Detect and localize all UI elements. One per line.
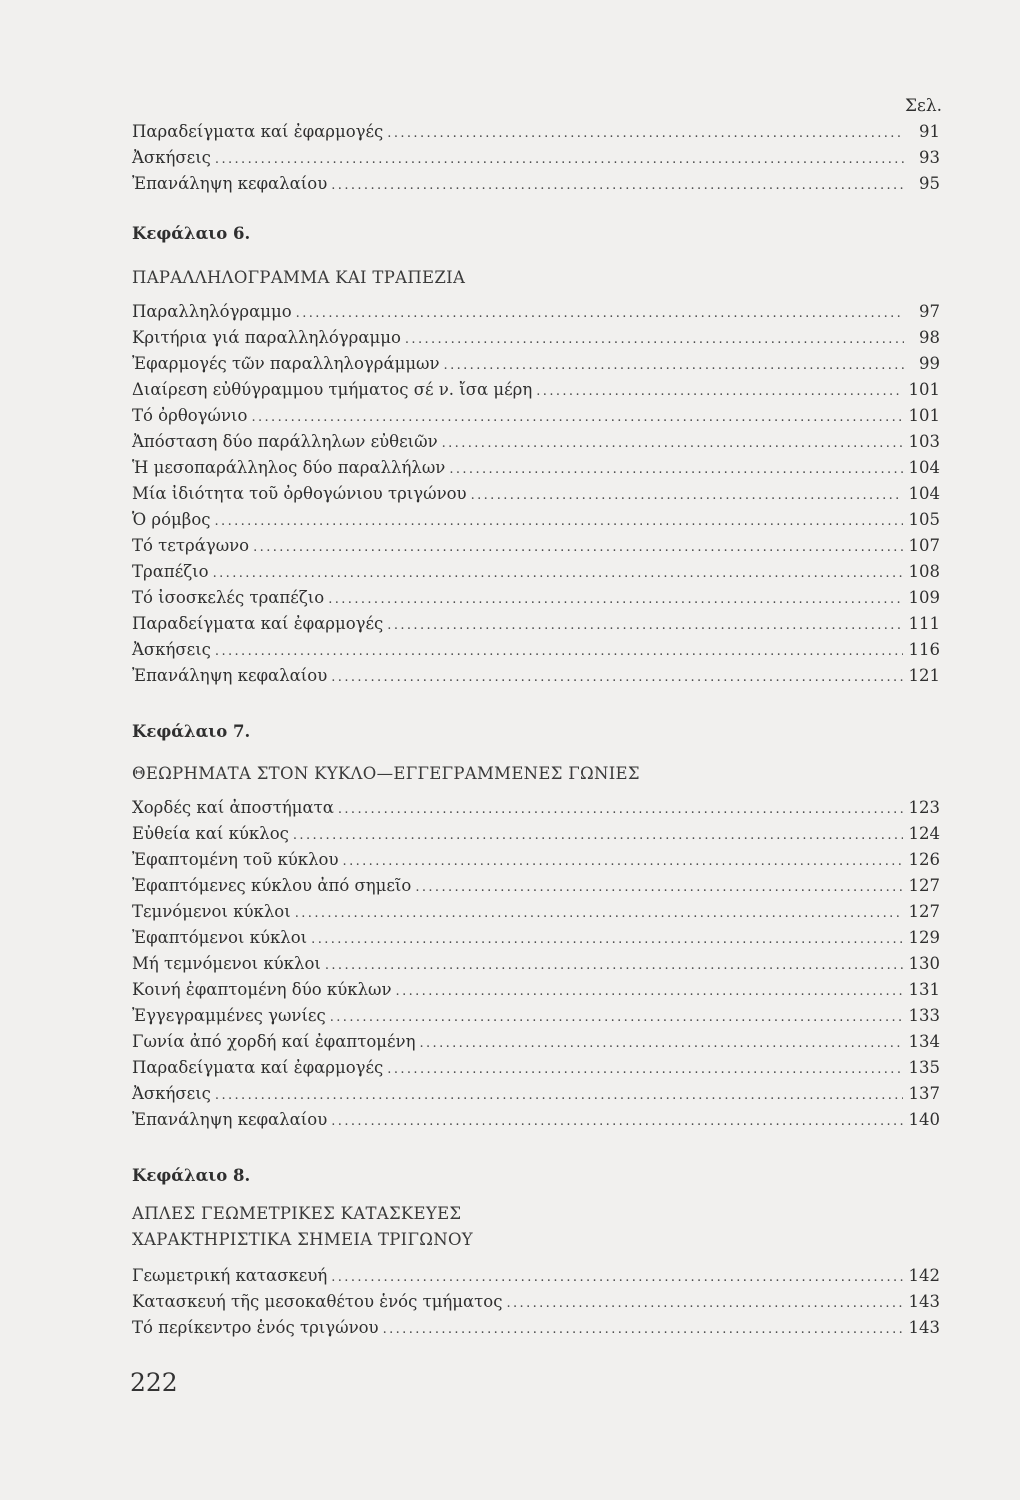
- toc-entry-page: 123: [908, 798, 940, 817]
- leader-dots: [343, 854, 903, 869]
- toc-entry-title: Γωνία ἀπό χορδή καί ἐφαπτομένη: [132, 1032, 416, 1051]
- toc-entry-page: 99: [919, 354, 940, 373]
- leader-dots: [215, 152, 904, 167]
- toc-entry: [132, 328, 940, 354]
- leader-dots: [253, 540, 902, 555]
- toc-entry-title: Ἀσκήσεις: [132, 148, 211, 167]
- toc-entry-page: 135: [908, 1058, 940, 1077]
- toc-entry: [132, 510, 940, 536]
- leader-dots: [415, 880, 902, 895]
- leader-dots: [396, 984, 903, 999]
- toc-entry-page: 131: [908, 980, 940, 999]
- toc-entry: [132, 458, 940, 484]
- chapter-8-title-line1: ΑΠΛΕΣ ΓΕΩΜΕΤΡΙΚΕΣ ΚΑΤΑΣΚΕΥΕΣ: [132, 1204, 462, 1223]
- page-column-header: Σελ.: [905, 96, 943, 116]
- leader-dots: [331, 1270, 902, 1285]
- toc-entry: [132, 1084, 940, 1110]
- toc-entry: [132, 876, 940, 902]
- toc-entry: [132, 1266, 940, 1292]
- toc-entry: [132, 640, 940, 666]
- toc-entry: [132, 798, 940, 824]
- toc-entry: [132, 1032, 940, 1058]
- toc-entry-title: Εὐθεία καί κύκλος: [132, 824, 289, 843]
- toc-entry: [132, 902, 940, 928]
- page-number: 222: [130, 1368, 178, 1397]
- toc-entry-title: Παραδείγματα καί ἐφαρμογές: [132, 122, 384, 141]
- toc-entry-page: 129: [908, 928, 940, 947]
- toc-entry: [132, 1058, 940, 1084]
- toc-entry-page: 91: [919, 122, 940, 141]
- leader-dots: [251, 410, 902, 425]
- toc-entry-page: 126: [908, 850, 940, 869]
- leader-dots: [311, 932, 902, 947]
- toc-entry-title: Χορδές καί ἀποστήματα: [132, 798, 334, 817]
- toc-entry: [132, 850, 940, 876]
- leader-dots: [296, 306, 904, 321]
- toc-entry-title: Ἐπανάληψη κεφαλαίου: [132, 1110, 328, 1129]
- toc-entry-title: Τό ἰσοσκελές τραπέζιο: [132, 588, 325, 607]
- toc-entry-page: 109: [908, 588, 940, 607]
- leader-dots: [215, 514, 903, 529]
- leader-dots: [444, 358, 904, 373]
- leader-dots: [213, 566, 903, 581]
- leader-dots: [215, 1088, 903, 1103]
- toc-entry: [132, 174, 940, 200]
- toc-entry: [132, 1292, 940, 1318]
- toc-entry: [132, 980, 940, 1006]
- toc-entry: [132, 432, 940, 458]
- toc-entry-title: Παραλληλόγραμμο: [132, 302, 292, 321]
- toc-entry: [132, 562, 940, 588]
- toc-entry: [132, 380, 940, 406]
- toc-entry-title: Ἐφαπτομένη τοῦ κύκλου: [132, 850, 339, 869]
- leader-dots: [387, 618, 902, 633]
- toc-entry-page: 95: [919, 174, 940, 193]
- toc-entry-page: 108: [908, 562, 940, 581]
- toc-entry-page: 101: [908, 406, 940, 425]
- toc-entry-page: 101: [908, 380, 940, 399]
- toc-block-chapter-8: [132, 1266, 940, 1344]
- leader-dots: [331, 1114, 902, 1129]
- toc-entry-page: 116: [908, 640, 940, 659]
- toc-entry: [132, 824, 940, 850]
- leader-dots: [506, 1296, 902, 1311]
- leader-dots: [215, 644, 903, 659]
- toc-entry-page: 124: [908, 824, 940, 843]
- toc-entry-title: Παραδείγματα καί ἐφαρμογές: [132, 614, 384, 633]
- toc-entry-title: Ἐφαρμογές τῶν παραλληλογράμμων: [132, 354, 440, 373]
- toc-entry-title: Ἀσκήσεις: [132, 640, 211, 659]
- toc-entry-page: 104: [908, 484, 940, 503]
- toc-entry-page: 104: [908, 458, 940, 477]
- toc-entry-page: 103: [908, 432, 940, 451]
- toc-entry-page: 143: [908, 1292, 940, 1311]
- toc-block-intro: [132, 122, 940, 200]
- toc-entry-title: Γεωμετρική κατασκευή: [132, 1266, 328, 1285]
- leader-dots: [536, 384, 902, 399]
- toc-entry-page: 140: [908, 1110, 940, 1129]
- chapter-8-label: Κεφάλαιο 8.: [132, 1166, 251, 1185]
- toc-entry-title: Τραπέζιο: [132, 562, 209, 581]
- toc-entry-title: Τεμνόμενοι κύκλοι: [132, 902, 291, 921]
- leader-dots: [471, 488, 903, 503]
- toc-entry-page: 137: [908, 1084, 940, 1103]
- toc-entry: [132, 536, 940, 562]
- toc-entry: [132, 1006, 940, 1032]
- leader-dots: [325, 958, 903, 973]
- toc-entry-title: Ἐπανάληψη κεφαλαίου: [132, 174, 328, 193]
- toc-entry-title: Διαίρεση εὐθύγραμμου τμήματος σέ ν. ἴσα μέρη: [132, 380, 533, 399]
- toc-entry-page: 134: [908, 1032, 940, 1051]
- leader-dots: [449, 462, 902, 477]
- leader-dots: [330, 1010, 903, 1025]
- toc-entry-title: Κατασκευή τῆς μεσοκαθέτου ἑνός τμήματος: [132, 1292, 503, 1311]
- leader-dots: [295, 906, 903, 921]
- leader-dots: [328, 592, 902, 607]
- toc-entry-page: 93: [919, 148, 940, 167]
- chapter-6-label: Κεφάλαιο 6.: [132, 224, 251, 243]
- toc-entry: [132, 1110, 940, 1136]
- toc-entry-page: 107: [908, 536, 940, 555]
- toc-entry: [132, 928, 940, 954]
- toc-entry-title: Κοινή ἐφαπτομένη δύο κύκλων: [132, 980, 392, 999]
- toc-entry-page: 130: [908, 954, 940, 973]
- leader-dots: [442, 436, 903, 451]
- toc-entry-page: 127: [908, 876, 940, 895]
- toc-entry-page: 142: [908, 1266, 940, 1285]
- toc-entry-title: Τό τετράγωνο: [132, 536, 250, 555]
- toc-entry: [132, 1318, 940, 1344]
- toc-entry-page: 111: [908, 614, 940, 633]
- toc-entry: [132, 666, 940, 692]
- chapter-6-title: ΠΑΡΑΛΛΗΛΟΓΡΑΜΜΑ ΚΑΙ ΤΡΑΠΕΖΙΑ: [132, 268, 466, 287]
- toc-entry: [132, 954, 940, 980]
- toc-entry-title: Μή τεμνόμενοι κύκλοι: [132, 954, 321, 973]
- toc-entry-title: Ὁ ρόμβος: [132, 510, 211, 529]
- leader-dots: [383, 1322, 903, 1337]
- leader-dots: [338, 802, 903, 817]
- toc-entry-page: 133: [908, 1006, 940, 1025]
- toc-entry-title: Ἐφαπτόμενοι κύκλοι: [132, 928, 308, 947]
- toc-block-chapter-7: [132, 798, 940, 1136]
- toc-entry-title: Ἀσκήσεις: [132, 1084, 211, 1103]
- toc-entry: [132, 614, 940, 640]
- toc-entry-page: 97: [919, 302, 940, 321]
- toc-entry-title: Τό ὀρθογώνιο: [132, 406, 248, 425]
- toc-entry: [132, 588, 940, 614]
- chapter-7-title: ΘΕΩΡΗΜΑΤΑ ΣΤΟΝ ΚΥΚΛΟ—ΕΓΓΕΓΡΑΜΜΕΝΕΣ ΓΩΝΙΕΣ: [132, 764, 640, 783]
- toc-entry-page: 143: [908, 1318, 940, 1337]
- toc-entry-page: 98: [919, 328, 940, 347]
- toc-entry-title: Ἐπανάληψη κεφαλαίου: [132, 666, 328, 685]
- toc-block-chapter-6: [132, 302, 940, 692]
- chapter-7-label: Κεφάλαιο 7.: [132, 722, 251, 741]
- toc-entry-title: Ἐφαπτόμενες κύκλου ἀπό σημεῖο: [132, 876, 412, 895]
- toc-entry-title: Ἀπόσταση δύο παράλληλων εὐθειῶν: [132, 432, 438, 451]
- toc-entry-title: Τό περίκεντρο ἑνός τριγώνου: [132, 1318, 379, 1337]
- toc-entry-page: 105: [908, 510, 940, 529]
- toc-entry-title: Ἡ μεσοπαράλληλος δύο παραλλήλων: [132, 458, 446, 477]
- leader-dots: [387, 126, 904, 141]
- toc-entry: [132, 484, 940, 510]
- leader-dots: [293, 828, 903, 843]
- toc-entry: [132, 302, 940, 328]
- toc-entry-page: 121: [908, 666, 940, 685]
- leader-dots: [405, 332, 904, 347]
- toc-entry-title: Ἐγγεγραμμένες γωνίες: [132, 1006, 326, 1025]
- toc-entry-title: Μία ἰδιότητα τοῦ ὀρθογώνιου τριγώνου: [132, 484, 467, 503]
- toc-entry: [132, 354, 940, 380]
- toc-entry-page: 127: [908, 902, 940, 921]
- leader-dots: [331, 178, 904, 193]
- toc-entry: [132, 406, 940, 432]
- toc-entry-title: Παραδείγματα καί ἐφαρμογές: [132, 1058, 384, 1077]
- leader-dots: [419, 1036, 902, 1051]
- toc-entry-title: Κριτήρια γιά παραλληλόγραμμο: [132, 328, 401, 347]
- toc-entry: [132, 122, 940, 148]
- chapter-8-title-line2: ΧΑΡΑΚΤΗΡΙΣΤΙΚΑ ΣΗΜΕΙΑ ΤΡΙΓΩΝΟΥ: [132, 1230, 473, 1249]
- toc-entry: [132, 148, 940, 174]
- leader-dots: [387, 1062, 902, 1077]
- leader-dots: [331, 670, 902, 685]
